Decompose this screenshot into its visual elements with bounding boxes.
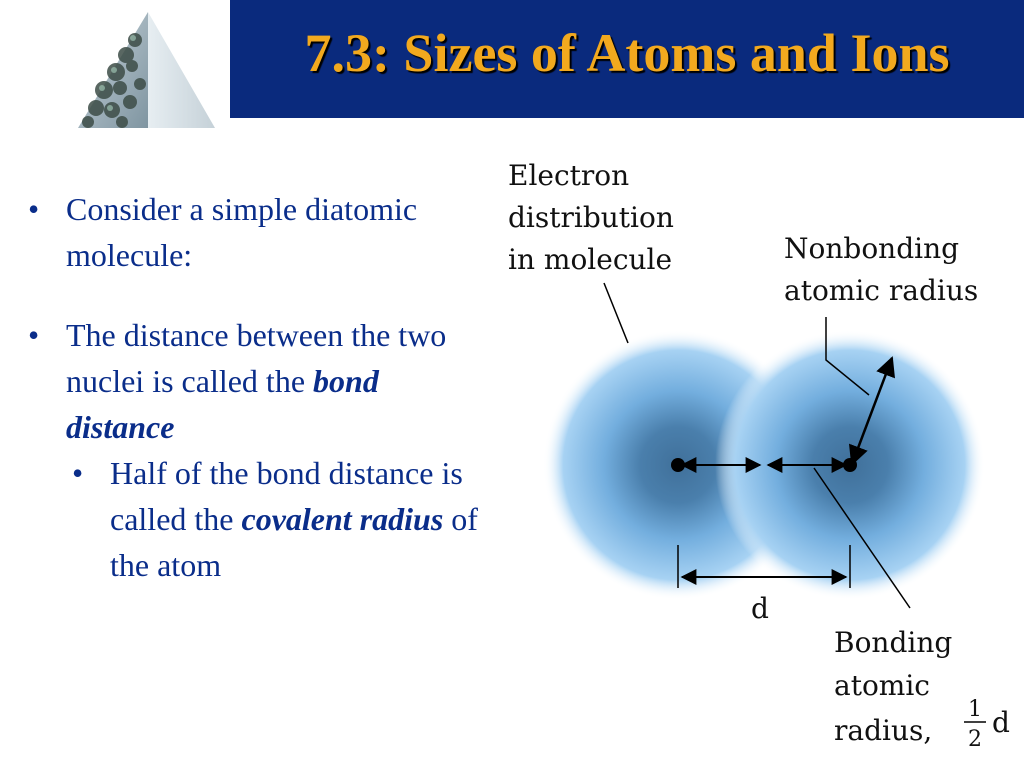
diatomic-molecule-diagram [496,130,1024,768]
sub-bullet-suffix: of the atom [110,501,478,583]
svg-text:d [751,592,769,625]
svg-text:1 [968,697,982,722]
svg-text:atomic radius [784,274,978,307]
label-bonding-line3: radius, [834,714,933,747]
bullet-text: The distance between the two nuclei is called the [66,317,447,399]
label-bonding-line1: Bonding [834,626,953,659]
svg-text:Electron [508,159,629,192]
label-bonding-line2: atomic [834,669,930,702]
bond-distance-term: bond distance [66,363,379,445]
bullet-marker: • [28,317,40,353]
svg-text:Bonding [834,626,952,659]
page-title: 7.3: Sizes of Atoms and Ions [304,23,950,83]
label-nonbonding-line1: Nonbonding [784,232,960,265]
svg-text:d [992,706,1010,739]
fraction-denominator: 2 [968,727,982,752]
label-nonbonding-line2: atomic radius [784,274,979,307]
nucleus-right [843,458,857,472]
bullet-marker: • [28,191,40,227]
svg-text:Nonbonding [784,232,959,265]
leader-line-electron [604,283,628,343]
svg-text:atomic [834,669,930,702]
sub-bullet-item [66,450,482,588]
fraction-variable: d [992,706,1010,739]
label-d: d [751,592,769,625]
bullet-item [22,312,482,450]
svg-text:in molecule [508,243,672,276]
nucleus-left [671,458,685,472]
bullet-marker: • [72,455,84,491]
bullet-list [22,186,482,588]
label-electron-line1: Electron [508,159,630,192]
logo-pyramid-icon [0,0,230,130]
sub-bullet-text: Half of the bond distance is called the [110,455,463,537]
title-bar [230,0,1024,118]
covalent-radius-term: covalent radius [241,501,444,537]
svg-text:distribution [508,201,674,234]
svg-text:2 [968,727,982,752]
fraction-numerator: 1 [968,697,982,722]
label-electron-line3: in molecule [508,243,673,276]
svg-text:radius, [834,714,932,747]
label-electron-line2: distribution [508,201,674,234]
bullet-text: Consider a simple diatomic molecule: [66,191,418,273]
bullet-item [22,186,482,278]
